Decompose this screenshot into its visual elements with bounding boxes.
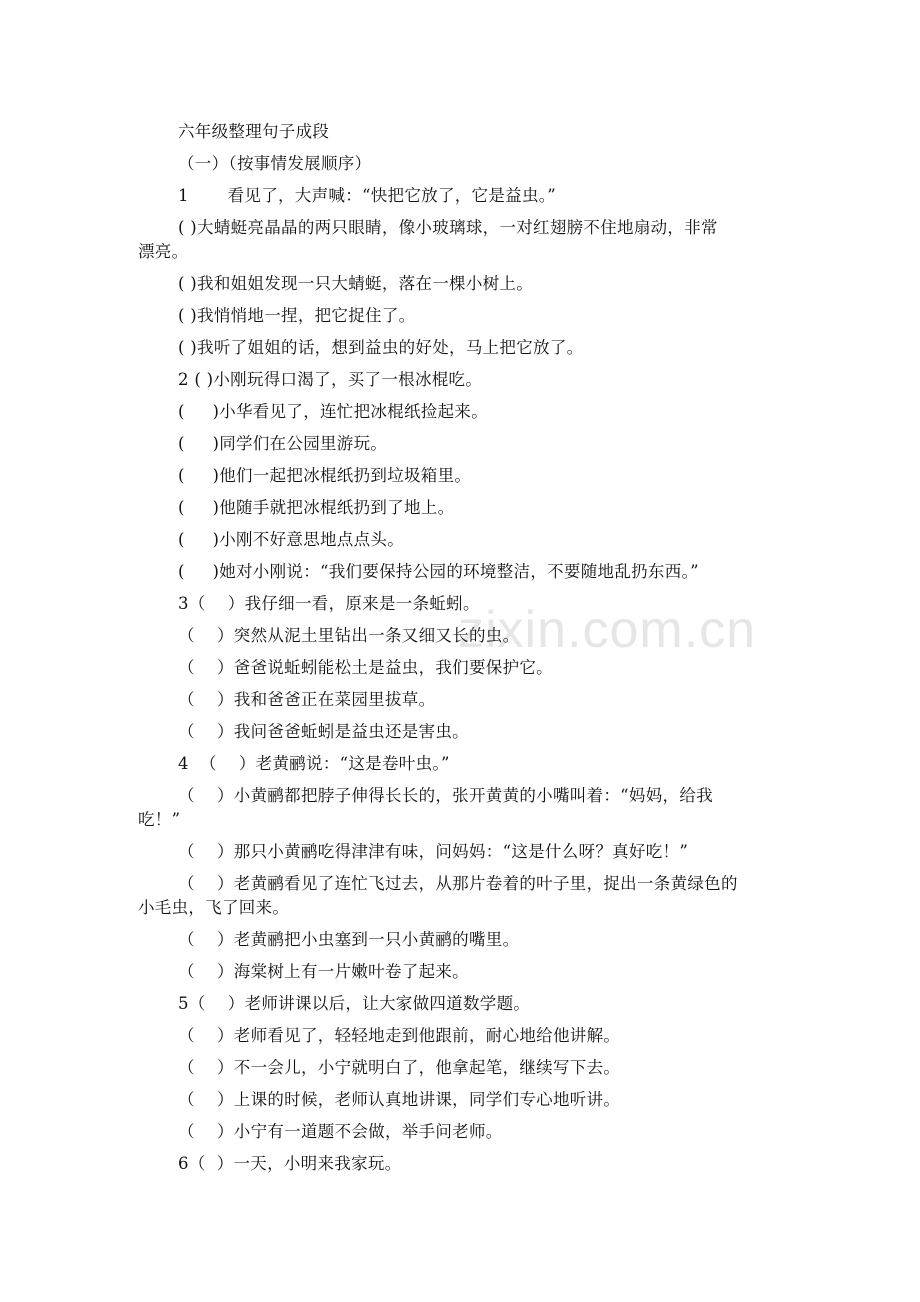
exercise-4-line-4-cont: 小毛虫，飞了回来。 — [138, 898, 290, 917]
exercise-3-line-4: （ ）我和爸爸正在菜园里拔草。 — [178, 690, 436, 709]
exercise-4-line-5: （ ）老黄鹂把小虫塞到一只小黄鹂的嘴里。 — [178, 930, 520, 949]
exercise-6-line-1: 6（ ）一天，小明来我家玩。 — [178, 1154, 402, 1173]
exercise-4-line-4: （ ）老黄鹂看见了连忙飞过去，从那片卷着的叶子里，捉出一条黄绿色的 — [178, 874, 738, 893]
exercise-2-line-5: ( )他随手就把冰棍纸扔到了地上。 — [178, 498, 455, 517]
exercise-2-line-3: ( )同学们在公园里游玩。 — [178, 434, 388, 453]
exercise-4-line-2-cont: 吃！” — [138, 810, 181, 829]
exercise-5-line-1: 5（ ）老师讲课以后，让大家做四道数学题。 — [178, 994, 531, 1013]
exercise-3-line-3: （ ）爸爸说蚯蚓能松土是益虫，我们要保护它。 — [178, 658, 553, 677]
exercise-5-line-2: （ ）老师看见了，轻轻地走到他跟前，耐心地给他讲解。 — [178, 1026, 621, 1045]
exercise-5-line-3: （ ）不一会儿，小宁就明白了，他拿起笔，继续写下去。 — [178, 1058, 621, 1077]
exercise-1-line-1: 1 看见了，大声喊：“快把它放了，它是益虫。” — [178, 186, 557, 205]
watermark: zixin.com.cn — [458, 601, 757, 659]
exercise-3-line-1: 3（ ）我仔细一看，原来是一条蚯蚓。 — [178, 594, 480, 613]
exercise-5-line-5: （ ）小宁有一道题不会做，举手问老师。 — [178, 1122, 503, 1141]
exercise-1-line-4: ( )我悄悄地一捏，把它捉住了。 — [178, 306, 416, 325]
exercise-1-line-3: ( )我和姐姐发现一只大蜻蜓，落在一棵小树上。 — [178, 274, 534, 293]
exercise-1-line-5: ( )我听了姐姐的话，想到益虫的好处，马上把它放了。 — [178, 338, 584, 357]
document-title: 六年级整理句子成段 — [178, 122, 330, 141]
exercise-3-line-5: （ ）我问爸爸蚯蚓是益虫还是害虫。 — [178, 722, 469, 741]
exercise-5-line-4: （ ）上课的时候，老师认真地讲课，同学们专心地听讲。 — [178, 1090, 621, 1109]
exercise-1-line-2-cont: 漂亮。 — [138, 242, 189, 261]
exercise-4-line-1: 4 （ ）老黄鹂说：“这是卷叶虫。” — [178, 754, 450, 773]
exercise-2-line-6: ( )小刚不好意思地点点头。 — [178, 530, 404, 549]
exercise-2-line-4: ( )他们一起把冰棍纸扔到垃圾箱里。 — [178, 466, 472, 485]
exercise-4-line-6: （ ）海棠树上有一片嫩叶卷了起来。 — [178, 962, 469, 981]
exercise-2-line-7: ( )她对小刚说：“我们要保持公园的环境整洁，不要随地乱扔东西。” — [178, 562, 699, 581]
exercise-2-line-1: 2 ( )小刚玩得口渴了，买了一根冰棍吃。 — [178, 370, 483, 389]
exercise-4-line-2: （ ）小黄鹂都把脖子伸得长长的，张开黄黄的小嘴叫着：“妈妈，给我 — [178, 786, 713, 805]
exercise-4-line-3: （ ）那只小黄鹂吃得津津有味，问妈妈：“这是什么呀？真好吃！” — [178, 842, 689, 861]
exercise-3-line-2: （ ）突然从泥土里钻出一条又细又长的虫。 — [178, 626, 520, 645]
section-heading: （一）（按事情发展顺序） — [178, 154, 372, 173]
exercise-1-line-2: ( )大蜻蜓亮晶晶的两只眼睛，像小玻璃球，一对红翅膀不住地扇动，非常 — [178, 218, 718, 237]
exercise-2-line-2: ( )小华看见了，连忙把冰棍纸捡起来。 — [178, 402, 488, 421]
